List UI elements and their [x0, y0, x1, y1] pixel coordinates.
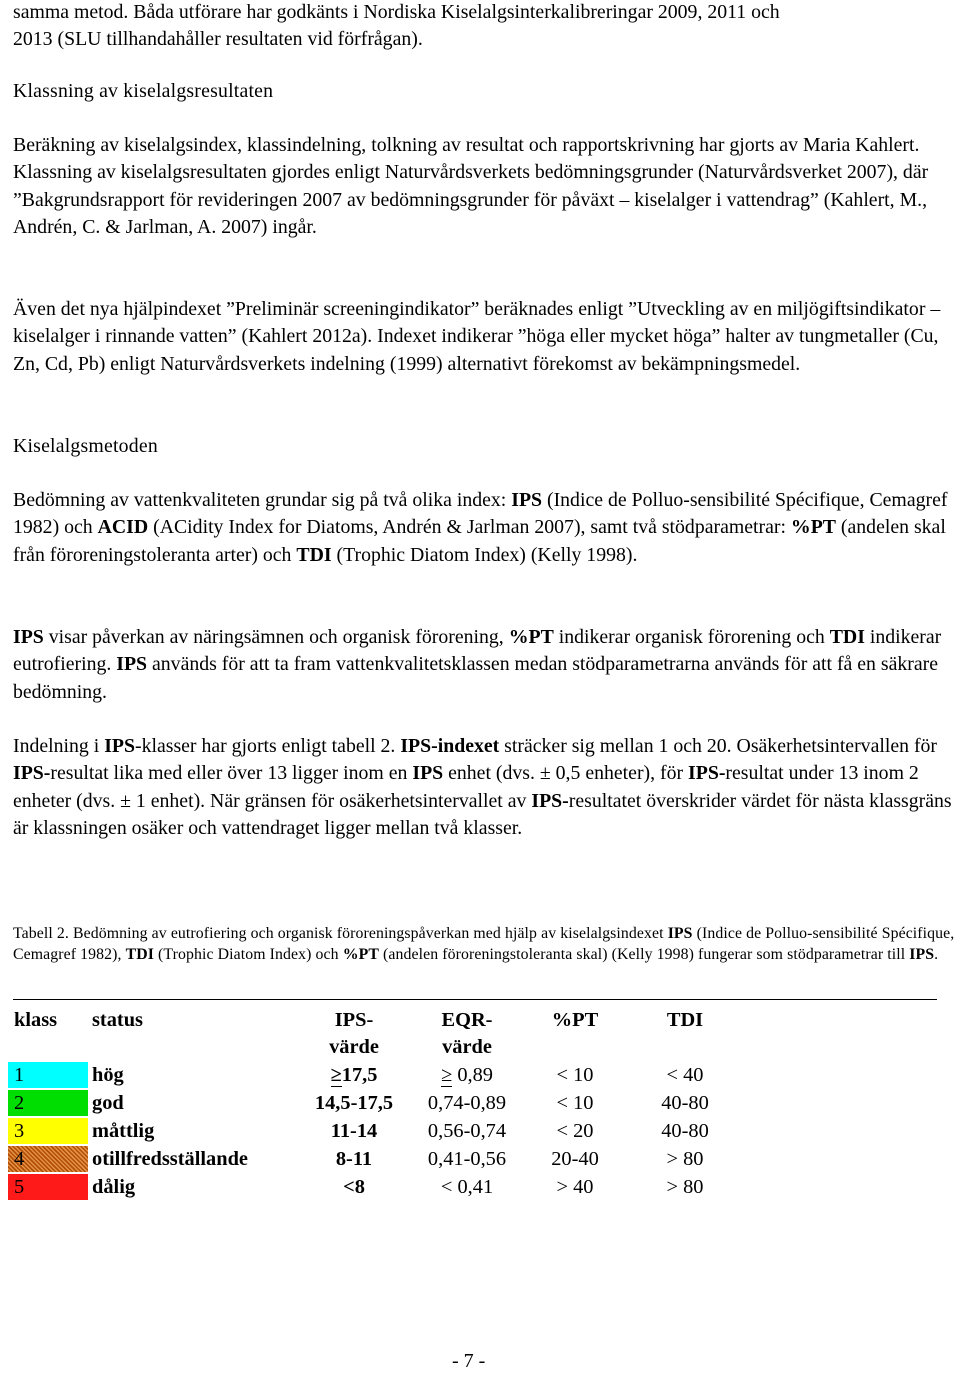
page-number: - 7 - — [452, 1350, 486, 1372]
text-run: (andelen föroreningstoleranta skal) (Kelly 1998) fungerar som stödparametrar till — [378, 945, 910, 963]
text-run: Bedömning av vattenkvaliteten grundar sig på två olika index: — [13, 489, 512, 511]
bold-term: TDI — [296, 543, 332, 566]
pt-cell: > 40 — [556, 1175, 594, 1198]
pt-cell: < 10 — [556, 1091, 594, 1114]
metod-paragraph-3 — [13, 733, 955, 842]
ips-cell: 11-14 — [330, 1119, 378, 1142]
header-pt: %PT — [551, 1009, 599, 1031]
intro-paragraph — [13, 0, 780, 54]
class-cell — [8, 1117, 88, 1145]
bold-term: %PT — [790, 516, 836, 539]
table-top-rule — [13, 999, 937, 1000]
header-ips — [295, 1004, 413, 1061]
table-header-row — [8, 1004, 741, 1061]
eqr-cell: < 0,41 — [440, 1175, 494, 1198]
text-run: (Trophic Diatom Index) och — [154, 945, 343, 963]
status-cell: hög — [92, 1063, 124, 1086]
section-heading-kiselalgsmetoden: Kiselalgsmetoden — [13, 435, 158, 457]
section-heading-klassning: Klassning av kiselalgsresultaten — [13, 80, 274, 102]
klassning-paragraph-1: Beräkning av kiselalgsindex, klassindelning, tolkning av resultat och rapportskrivning har gjorts av Maria Kahlert. Klassning av kiselalgsresultaten gjordes enligt Naturvårdsverkets bedömningsgrunder (Naturvårdsverket 2007), där ”Bakgrundsrapport för revideringen 2007 av bedömningsgrunder för påväxt – kiselalger i vattendrag” (Kahlert, M., Andrén, C. & Jarlman, A. 2007) ingår. — [13, 134, 929, 238]
text-run: resultat under 13 inom 2 enheter (dvs. ± 1 enhet). När gränsen för osäkerhetsintervallet av — [13, 762, 919, 812]
text-run: (Indice de Polluo-sensibilité Spécifique, Cemagref 1982) och — [13, 489, 948, 539]
text-run: sträcker sig mellan 1 och 20. Osäkerhetsintervallen för — [499, 735, 938, 757]
eqr-cell — [413, 1061, 521, 1089]
table-row — [8, 1117, 741, 1145]
class-cell — [8, 1061, 88, 1089]
class-color-swatch: 2 — [8, 1090, 88, 1116]
tdi-cell: 40-80 — [661, 1091, 709, 1114]
text-run: Tabell 2. Bedömning av eutrofiering och organisk föroreningspåverkan med hjälp av kiselalgsindexet — [13, 925, 668, 942]
text-run: används för att ta fram vattenkvalitetsklassen medan stödparametrarna används för att få en säkrare bedömning. — [13, 653, 938, 703]
bold-term: IPS- — [688, 762, 726, 785]
eqr-cell: 0,56-0,74 — [427, 1119, 507, 1142]
bold-term: IPS- — [531, 789, 569, 812]
text-run: indikerar organisk förorening och — [553, 626, 830, 648]
bold-term: IPS — [116, 653, 148, 676]
class-color-swatch: 5 — [8, 1174, 88, 1200]
bold-term: IPS — [511, 489, 543, 511]
bold-term: %PT — [342, 945, 379, 963]
bold-term: IPS — [667, 925, 693, 942]
class-color-swatch: 3 — [8, 1118, 88, 1144]
pt-cell: 20-40 — [551, 1147, 599, 1170]
geq-symbol: ≥ — [441, 1063, 453, 1086]
bold-term: %PT — [508, 626, 554, 648]
text-run: resultat lika med eller över 13 ligger inom en — [50, 762, 413, 785]
tdi-cell: < 40 — [666, 1063, 704, 1086]
status-cell: måttlig — [92, 1119, 155, 1142]
ips-value: 17,5 — [341, 1063, 378, 1086]
text-run: (ACidity Index for Diatoms, Andrén & Jarlman 2007), samt två stödparametrar: — [148, 516, 791, 539]
bold-term: IPS — [909, 945, 935, 963]
class-color-swatch: 4 — [8, 1146, 88, 1172]
header-ips-line-2: värde — [329, 1036, 379, 1058]
status-cell: god — [92, 1091, 124, 1114]
ips-cell: 8-11 — [335, 1147, 373, 1170]
eqr-cell: 0,74-0,89 — [427, 1091, 507, 1114]
header-eqr-line-2: värde — [442, 1036, 492, 1058]
table-caption — [13, 924, 955, 965]
class-cell — [8, 1145, 88, 1173]
header-eqr — [413, 1004, 521, 1061]
status-cell: dålig — [92, 1175, 136, 1198]
header-klass: klass — [14, 1009, 58, 1031]
class-cell — [8, 1173, 88, 1201]
header-tdi: TDI — [666, 1009, 704, 1031]
ips-cell: <8 — [343, 1175, 365, 1198]
text-run: indikerar eutrofiering. — [13, 626, 942, 676]
status-cell: otillfredsställande — [92, 1147, 248, 1170]
metod-paragraph-2 — [13, 624, 955, 706]
header-ips-line-1: IPS- — [334, 1009, 374, 1031]
header-status: status — [92, 1009, 143, 1031]
class-cell — [8, 1089, 88, 1117]
pt-cell: < 20 — [556, 1119, 594, 1142]
text-run: -klasser har gjorts enligt tabell 2. — [135, 735, 401, 757]
tdi-cell: 40-80 — [661, 1119, 709, 1142]
tdi-cell: > 80 — [666, 1175, 704, 1198]
table-row — [8, 1173, 741, 1201]
table-row — [8, 1089, 741, 1117]
text-run: (andelen skal från föroreningstoleranta arter) och — [13, 516, 946, 566]
klassning-paragraph-2: Även det nya hjälpindexet ”Preliminär screeningindikator” beräknades enligt ”Utveckling av en miljögiftsindikator – kiselalger i rinnande vatten” (Kahlert 2012a). Indexet indikerar ”höga eller mycket höga” halter av tungmetaller (Cu, Zn, Cd, Pb) enligt Naturvårdsverkets indelning (1999) alternativt förekomst av bekämpningsmedel. — [13, 298, 941, 375]
text-run: enhet (dvs. ± 0,5 enheter), för — [443, 762, 689, 785]
bold-term: IPS — [13, 626, 44, 648]
header-eqr-line-1: EQR- — [441, 1009, 493, 1031]
intro-line-2: 2013 (SLU tillhandahåller resultaten vid förfrågan). — [13, 28, 423, 51]
text-run: visar påverkan av näringsämnen och organisk förorening, — [43, 626, 509, 648]
text-run: resultatet överskrider värdet för nästa klassgräns är klassningen osäker och vattendraget ligger mellan två klasser. — [13, 789, 952, 839]
tdi-cell: > 80 — [666, 1147, 704, 1170]
intro-line-1: samma metod. Båda utförare har godkänts i Nordiska Kiselalgsinterkalibreringar 2009, 2011 och — [13, 1, 780, 23]
geq-symbol: ≥ — [330, 1063, 342, 1086]
bold-term: IPS — [104, 735, 135, 757]
bold-term: ACID — [97, 516, 149, 539]
text-run: (Indice de Polluo-sensibilité Spécifique, Cemagref 1982), — [13, 925, 955, 963]
text-run: Indelning i — [13, 735, 105, 757]
bold-term: IPS- — [13, 762, 51, 785]
eqr-value: 0,89 — [457, 1063, 493, 1086]
bold-term: IPS-indexet — [400, 735, 500, 757]
bold-term: TDI — [125, 945, 154, 963]
bold-term: IPS — [412, 762, 444, 785]
class-color-swatch: 1 — [8, 1062, 88, 1088]
bold-term: TDI — [829, 626, 865, 648]
table-row — [8, 1145, 741, 1173]
metod-paragraph-1 — [13, 487, 955, 569]
ips-cell: 14,5-17,5 — [314, 1091, 394, 1114]
ips-cell — [295, 1061, 413, 1089]
table-row — [8, 1061, 741, 1089]
pt-cell: < 10 — [556, 1063, 594, 1086]
eqr-cell: 0,41-0,56 — [427, 1147, 507, 1170]
ips-class-table — [8, 1004, 741, 1201]
text-run: (Trophic Diatom Index) (Kelly 1998). — [331, 543, 638, 566]
text-run: . — [934, 945, 939, 963]
